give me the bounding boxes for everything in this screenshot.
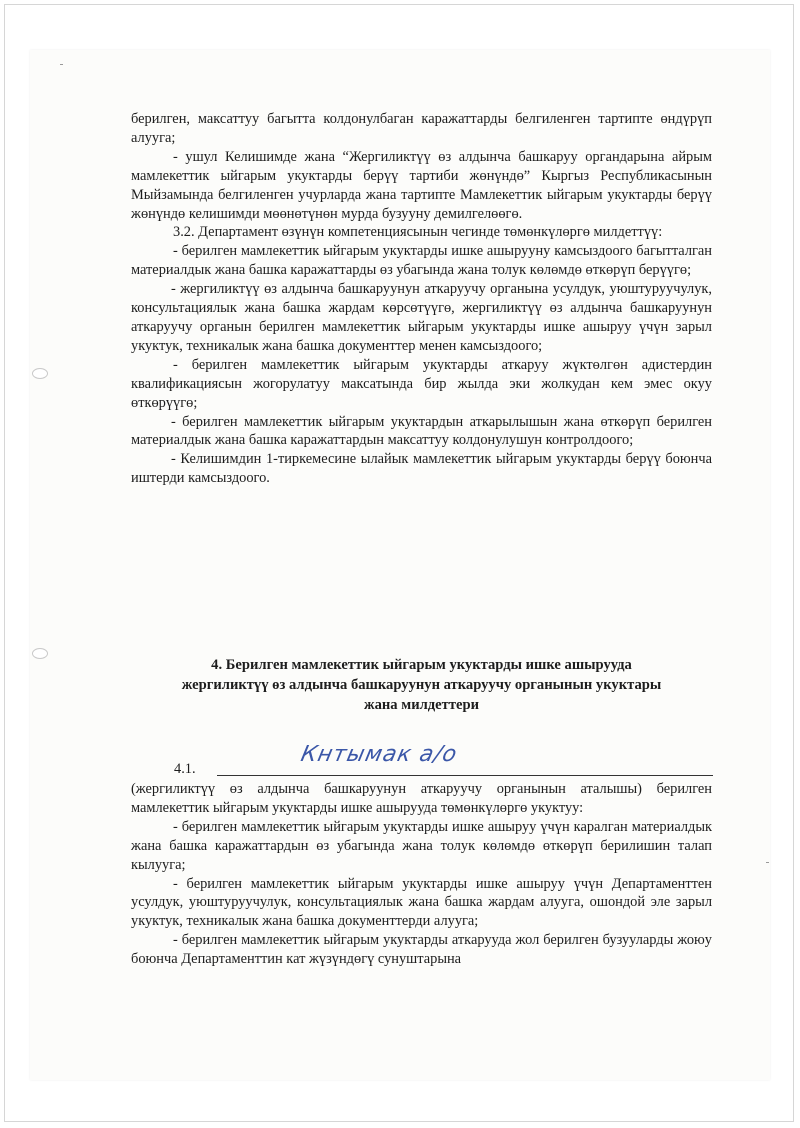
scan-speck bbox=[60, 64, 63, 65]
clause-3-2: 3.2. Департамент өзүнүн компетенциясынын чегинде төмөнкүлөргө милдеттүү: bbox=[173, 224, 663, 241]
paragraph: - берилген мамлекеттик ыйгарым укуктарды ишке ашырууну камсыздоого багытталган материалдык жана башка каражаттарды өз убагында жана толук көлөмдө өткөрүп берүүгө; bbox=[131, 243, 712, 279]
paragraph: - берилген мамлекеттик ыйгарым укуктардын аткарылышын жана өткөрүп берилген материалдык жана башка каражаттардын максаттуу колдонулушун контролдоого; bbox=[131, 413, 712, 449]
paragraph: - берилген мамлекеттик ыйгарым укуктарды ишке ашыруу үчүн каралган материалдык жана башка каражаттардын өз убагында жана толук көлөмдө өткөрүп берилишин талап кылууга; bbox=[131, 818, 712, 873]
handwritten-entry: Кнтымак а/о bbox=[298, 742, 460, 767]
heading-line: 4. Берилген мамлекеттик ыйгарым укуктарды ишке ашырууда bbox=[211, 657, 632, 673]
paragraph: - ушул Келишимде жана “Жергиликтүү өз алдынча башкаруу органдарына айрым мамлекеттик ыйгарым укуктарды берүү тартиби жөнүндө” Кыргыз Республикасынын Мыйзамында белгиленген учурларда жана тартипте Мамлекеттик ыйгарым укуктарды берүү жөнүндө келишимди мөөнөтүнөн мурда бузууну демилгелөөгө. bbox=[131, 148, 712, 222]
paragraph: - берилген мамлекеттик ыйгарым укуктарды аткаруу жүктөлгөн адистердин квалификациясын жогорулатуу максатында бир жылда эки жолкудан кем эмес окуу өткөрүүгө; bbox=[131, 356, 712, 411]
paragraph: - жергиликтүү өз алдынча башкаруунун аткаруучу органына усулдук, уюштуруучулук, консультациялык жана башка жардам көрсөтүүгө, жергиликтүү өз алдынча башкаруунун аткаруучу органын берилген мамлекеттик ыйгарым укуктарды ишке ашыруу үчүн зарыл укуктук, техникалык жана башка документтер менен камсыздоого; bbox=[131, 281, 712, 354]
section-4-text bbox=[131, 780, 712, 969]
paragraph: берилген, максаттуу багытта колдонулбаган каражаттарды белгиленген тартипте өндүрүп алууга; bbox=[131, 111, 712, 146]
clause-number: 4.1. bbox=[174, 761, 196, 777]
paragraph: (жергиликтүү өз алдынча башкаруунун аткаруучу органынын аталышы) берилген мамлекеттик ыйгарым укуктарды ишке ашырууда төмөнкүлөргө укуктуу: bbox=[131, 781, 712, 816]
section-4-heading bbox=[131, 655, 712, 715]
fill-in-underline bbox=[217, 775, 713, 776]
scan-speck bbox=[766, 862, 769, 863]
paragraph: - берилген мамлекеттик ыйгарым укуктарды ишке ашыруу үчүн Департаменттен усулдук, уюштуруучулук, консультациялык жана башка жардам алууга, ошондой эле зарыл укуктук, техникалык жана башка документтерди алууга; bbox=[131, 875, 712, 930]
heading-line: жергиликтүү өз алдынча башкаруунун аткаруучу органынын укуктары bbox=[181, 677, 662, 693]
heading-line: жана милдеттери bbox=[364, 697, 479, 713]
section-3-text bbox=[131, 110, 712, 488]
punch-hole bbox=[32, 368, 48, 379]
paragraph: - Келишимдин 1-тиркемесине ылайык мамлекеттик ыйгарым укуктарды берүү боюнча иштерди камсыздоого. bbox=[131, 451, 712, 487]
paragraph: - берилген мамлекеттик ыйгарым укуктарды аткарууда жол берилген бузууларды жоюу боюнча Департаменттин кат жүзүндөгү сунуштарына bbox=[131, 932, 712, 968]
punch-hole bbox=[32, 648, 48, 659]
